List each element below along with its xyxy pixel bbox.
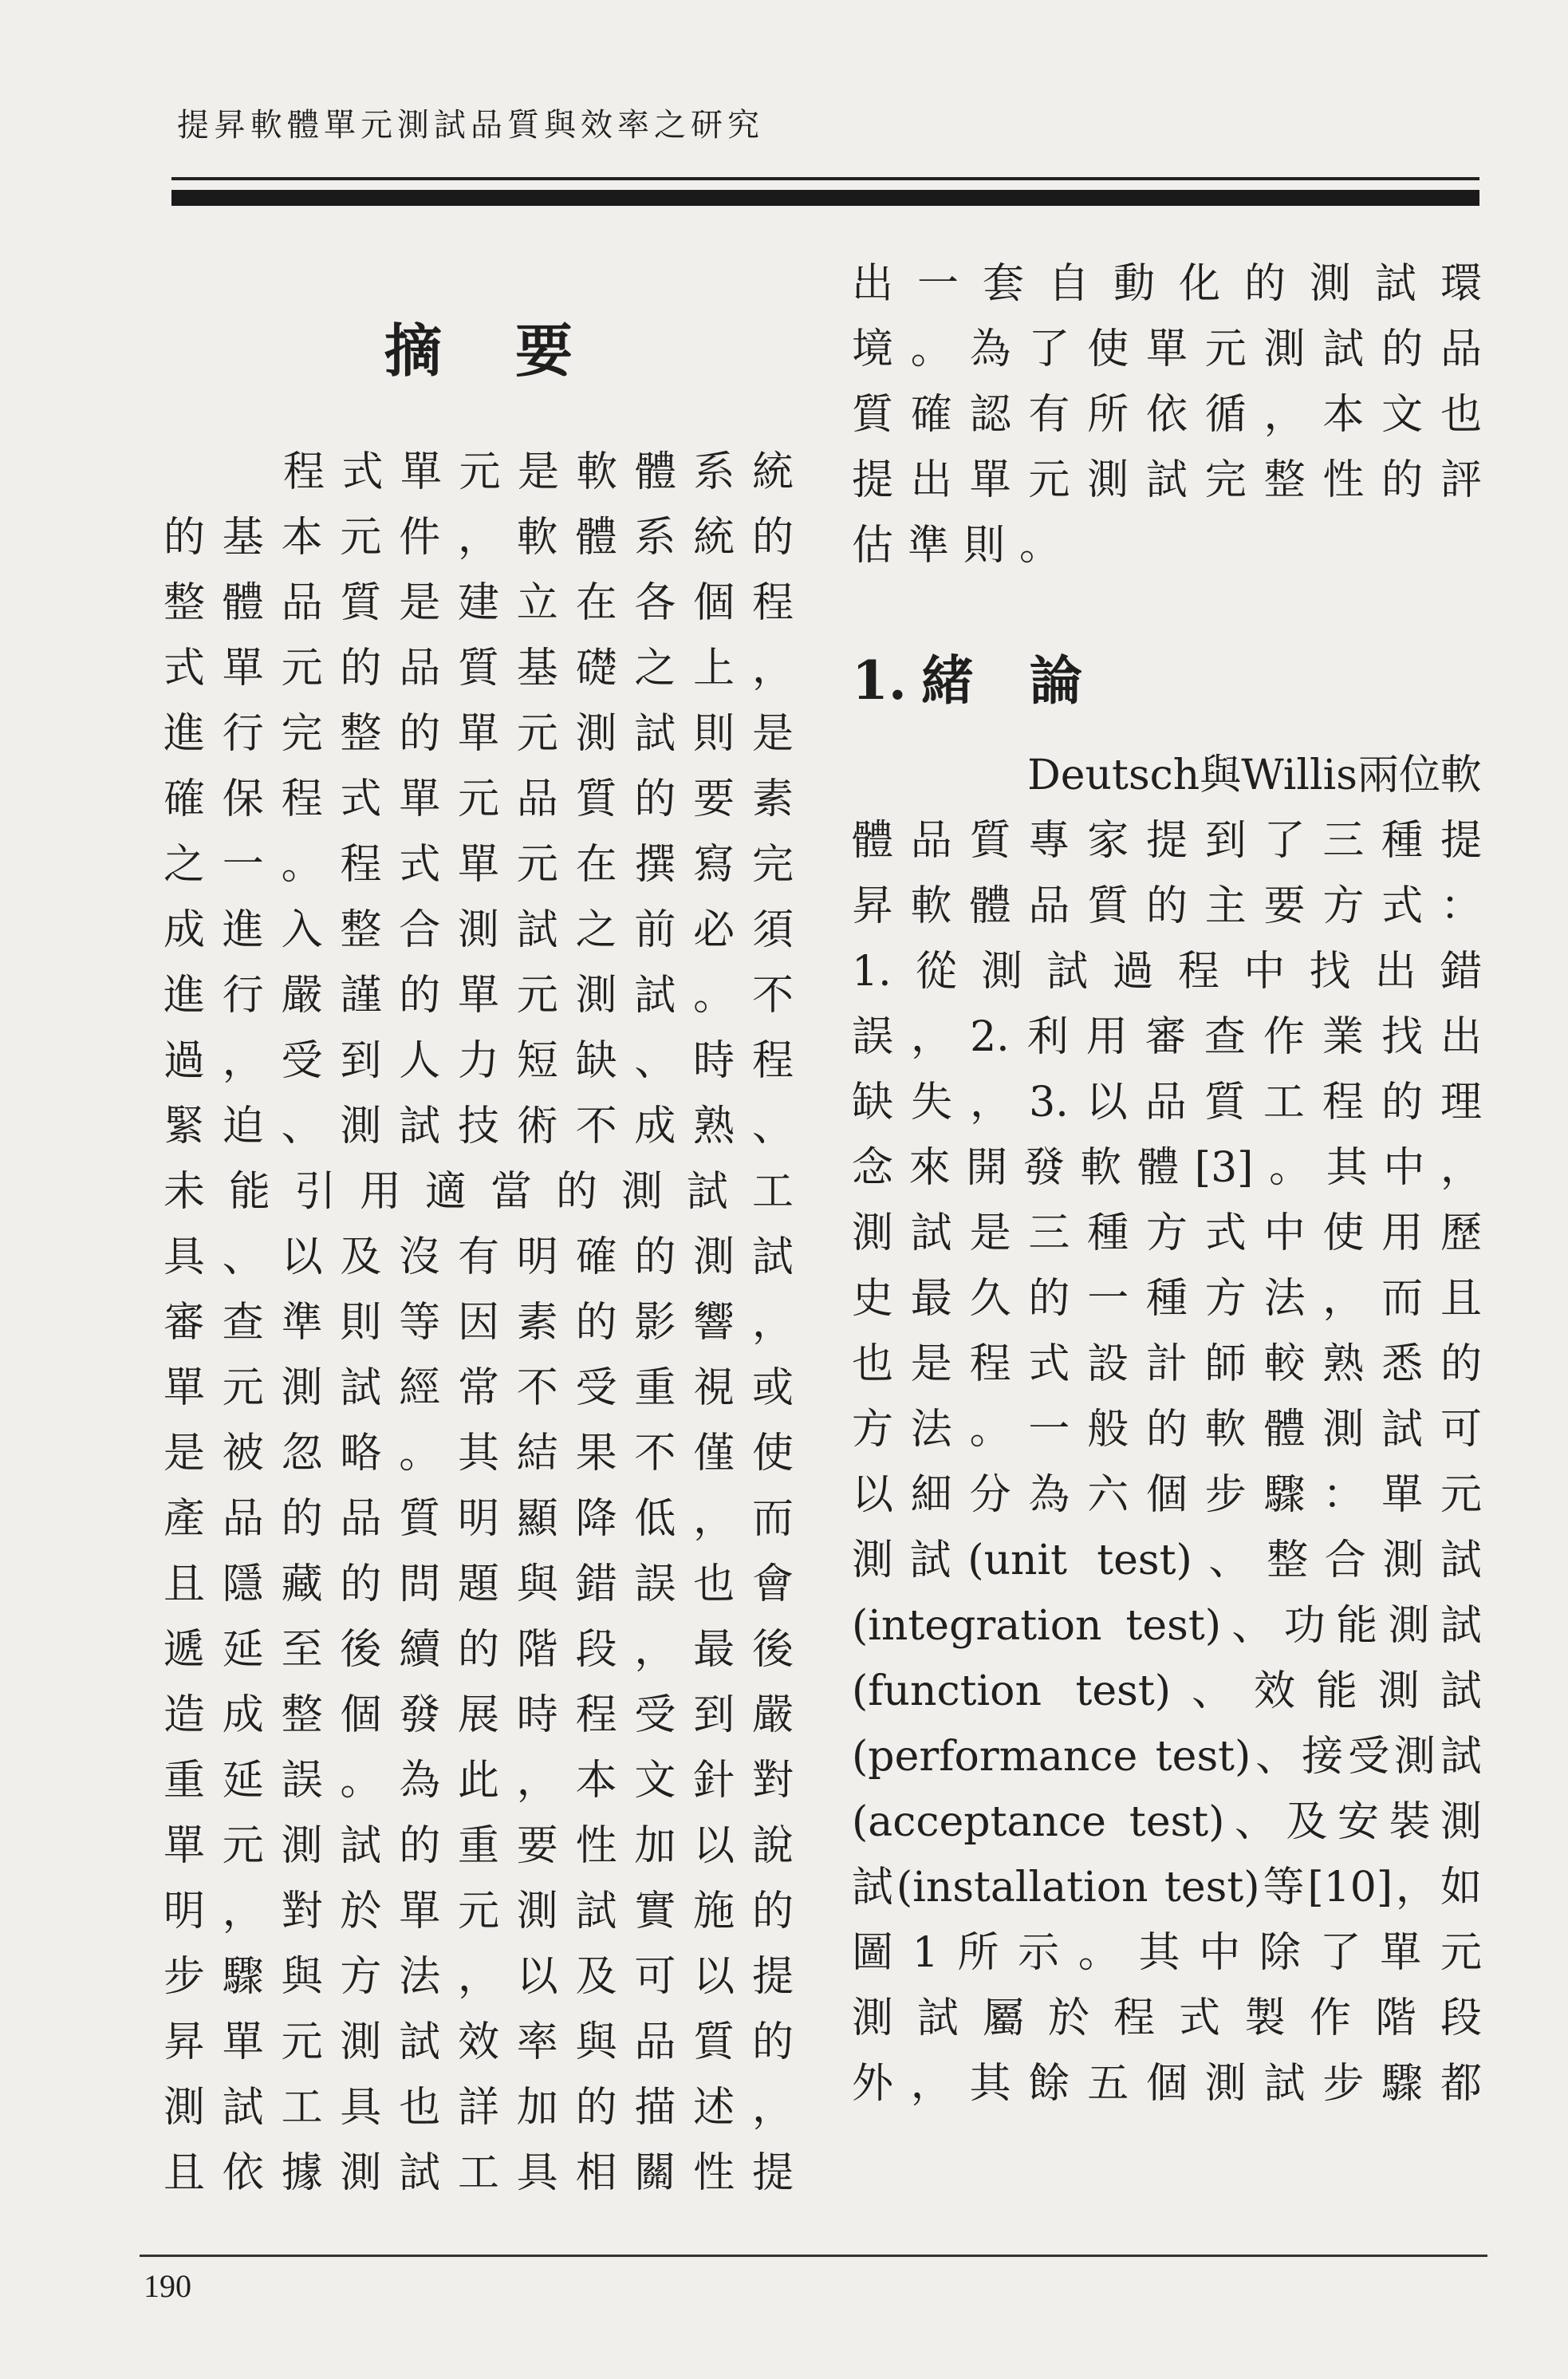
abstract-line: 重延誤。為此，本文針對 [163,1757,794,1805]
section-heading [852,638,1082,714]
body-line: 圖1所示。其中除了單元 [852,1929,1482,1977]
body-line: 昇軟體品質的主要方式： [852,882,1482,930]
section-number: 1. [852,649,907,712]
abstract-line: 出一套自動化的測試環 [852,260,1482,308]
body-line: 方法。一般的軟體測試可 [852,1406,1482,1454]
abstract-line: 進行嚴謹的單元測試。不 [163,972,794,1020]
body-line: 測試(unit test)、整合測試 [852,1537,1482,1584]
abstract-line: 式單元的品質基礎之上， [163,645,794,692]
abstract-line: 之一。程式單元在撰寫完 [163,841,794,889]
body-line: 體品質專家提到了三種提 [852,817,1482,865]
body-line: 史最久的一種方法，而且 [852,1275,1482,1323]
body-line: 以細分為六個步驟：單元 [852,1471,1482,1519]
abstract-line: 明，對於單元測試實施的 [163,1888,794,1935]
abstract-line: 是被忽略。其結果不僅使 [163,1430,794,1478]
abstract-line: 程式單元是軟體系統 [283,448,794,496]
body-line: Deutsch與Willis兩位軟 [1027,752,1482,799]
body-line: 測試是三種方式中使用歷 [852,1209,1482,1257]
body-line: 念來開發軟體[3]。其中， [852,1144,1482,1192]
abstract-line: 產品的品質明顯降低，而 [163,1495,794,1543]
abstract-line: 單元測試的重要性加以說 [163,1822,794,1870]
abstract-line: 測試工具也詳加的描述， [163,2084,794,2132]
abstract-line: 境。為了使單元測試的品 [852,325,1482,373]
abstract-line: 成進入整合測試之前必須 [163,906,794,954]
running-header-title: 提昇軟體單元測試品質與效率之研究 [177,107,764,144]
abstract-line: 估準則。 [852,522,1076,570]
abstract-line: 步驟與方法，以及可以提 [163,1953,794,2001]
body-line: 外，其餘五個測試步驟都 [852,2060,1482,2108]
section-title-part: 緒 [920,649,974,712]
body-line: 誤，2.利用審查作業找出 [852,1013,1482,1061]
abstract-line: 整體品質是建立在各個程 [163,579,794,627]
abstract-line: 單元測試經常不受重視或 [163,1364,794,1412]
abstract-line: 質確認有所依循，本文也 [852,391,1482,439]
abstract-line: 具、以及沒有明確的測試 [163,1233,794,1281]
footer-rule [140,2255,1487,2257]
abstract-line: 昇單元測試效率與品質的 [163,2018,794,2066]
body-line: (performance test)、接受測試 [852,1733,1482,1781]
abstract-line: 的基本元件，軟體系統的 [163,514,794,562]
abstract-line: 且依據測試工具相關性提 [163,2149,794,2197]
abstract-line: 造成整個發展時程受到嚴 [163,1691,794,1739]
body-line: (function test)、效能測試 [852,1667,1482,1715]
abstract-line: 遞延至後續的階段，最後 [163,1626,794,1674]
header-rule-thick [171,190,1479,206]
abstract-line: 且隱藏的問題與錯誤也會 [163,1560,794,1608]
body-line: 缺失，3.以品質工程的理 [852,1079,1482,1126]
header-rule-thin [171,177,1479,180]
body-line: 測試屬於程式製作階段 [852,1994,1482,2042]
abstract-line: 確保程式單元品質的要素 [163,775,794,823]
body-line: (integration test)、功能測試 [852,1602,1482,1650]
abstract-line: 進行完整的單元測試則是 [163,710,794,758]
page-number: 190 [144,2268,191,2304]
abstract-line: 過，受到人力短缺、時程 [163,1037,794,1085]
body-line: 也是程式設計師較熟悉的 [852,1340,1482,1388]
body-line: (acceptance test)、及安裝測 [852,1798,1482,1846]
abstract-line: 提出單元測試完整性的評 [852,456,1482,504]
section-title-part: 論 [1029,649,1082,712]
body-line: 試(installation test)等[10]，如 [852,1864,1482,1911]
abstract-line: 未能引用適當的測試工 [163,1168,794,1216]
abstract-line: 緊迫、測試技術不成熟、 [163,1103,794,1150]
body-line: 1.從測試過程中找出錯 [852,948,1482,996]
abstract-line: 審查準則等因素的影響， [163,1299,794,1347]
abstract-heading: 摘要 [384,317,646,385]
